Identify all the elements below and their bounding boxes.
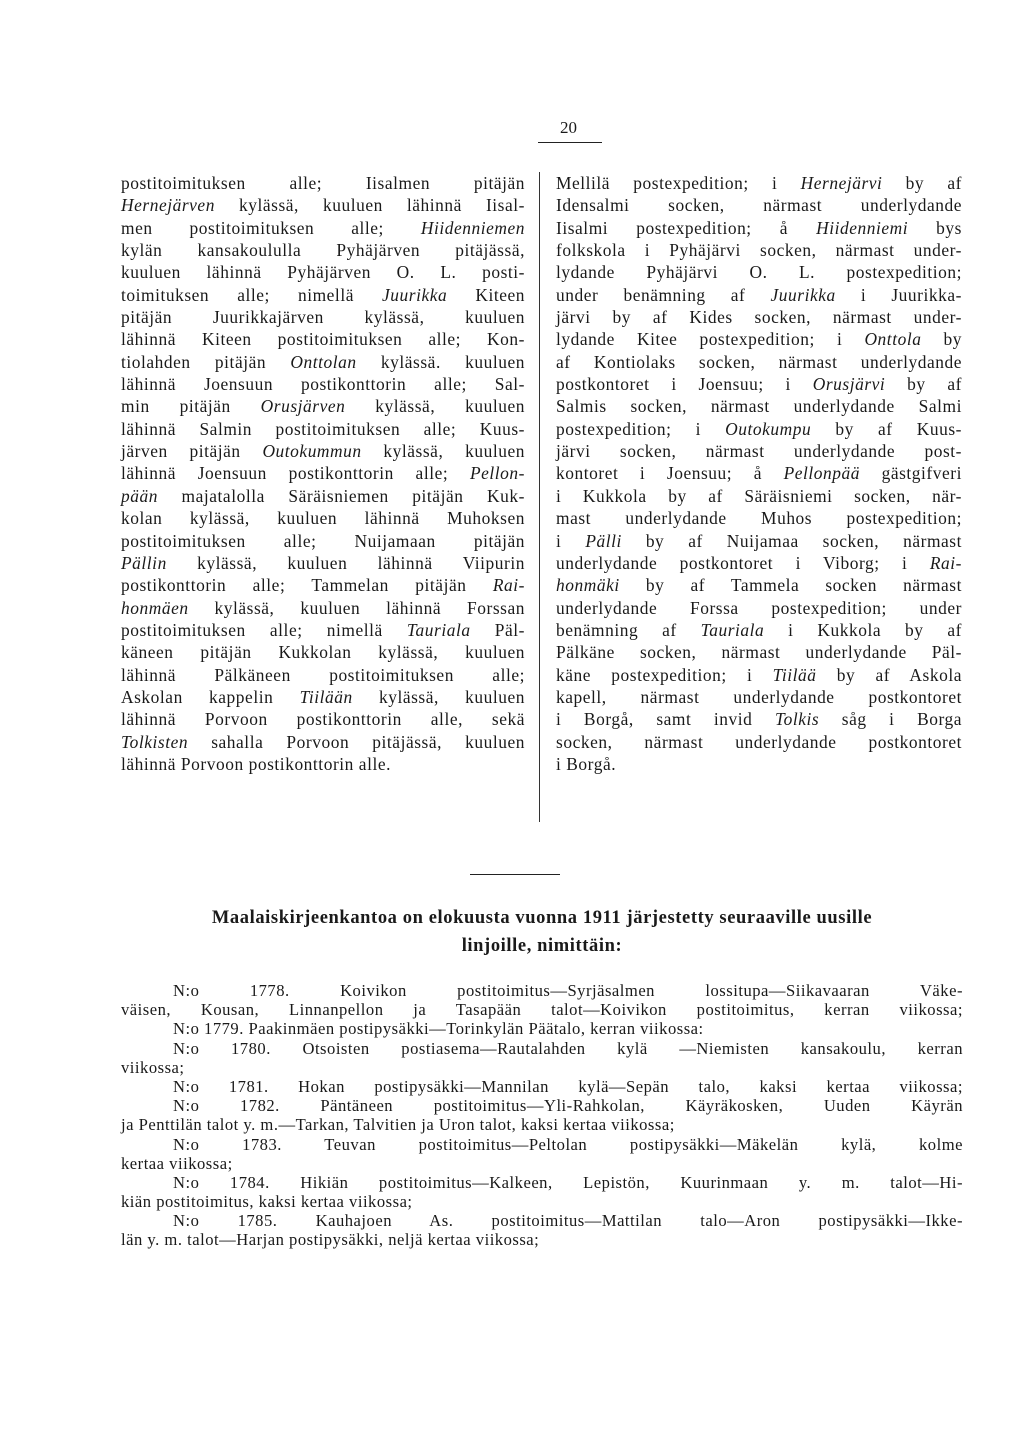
text-run: pitäjän Juurikkajärven kylässä, kuuluen — [121, 307, 525, 328]
right-column-line — [556, 306, 962, 328]
place-name: Tiilään — [299, 686, 353, 707]
text-run: lähinnä Pälkäneen postitoimituksen alle; — [121, 664, 525, 685]
route-line: län y. m. talot—Harjan postipysäkki, neljä kertaa viikossa; — [121, 1230, 540, 1250]
page-number-rule — [538, 142, 602, 143]
right-column-line — [556, 530, 962, 552]
right-column-line — [556, 261, 962, 283]
text-run: tiolahden pitäjän — [121, 351, 291, 372]
text-run: kylässä, kuuluen — [345, 396, 525, 417]
route-line: N:o 1780. Otsoisten postiasema—Rautalahden kylä —Niemisten kansakoulu, kerran — [173, 1038, 963, 1058]
right-column-line — [556, 686, 962, 708]
text-run: Salmis socken, närmast underlydande Salmi — [556, 396, 962, 417]
text-run: mast underlydande Muhos postexpedition; — [556, 508, 962, 529]
right-column-line — [556, 507, 962, 529]
left-column-line — [121, 597, 525, 619]
route-line: N:o 1783. Teuvan postitoimitus—Peltolan postipysäkki—Mäkelän kylä, kolme — [173, 1134, 963, 1154]
route-line: N:o 1781. Hokan postipysäkki—Mannilan kylä—Sepän talo, kaksi kertaa viikossa; — [173, 1076, 963, 1096]
text-run: majatalolla Säräisniemen pitäjän Kuk- — [157, 485, 525, 506]
text-run: kylässä, kuuluen — [361, 441, 525, 462]
text-run: postitoimituksen alle; nimellä — [121, 619, 407, 640]
heading-line-2: linjoille, nimittäin: — [461, 936, 623, 956]
right-column-line — [556, 552, 962, 574]
text-run: by af — [882, 173, 962, 193]
text-run: by — [921, 329, 963, 350]
text-run: toimituksen alle; nimellä — [121, 284, 383, 305]
right-column-line — [556, 440, 962, 462]
text-run: lähinnä Porvoon postikonttorin alle. — [121, 753, 392, 774]
text-run: postexpedition; i — [556, 418, 726, 439]
left-column-line — [121, 664, 525, 686]
right-column-line — [556, 574, 962, 596]
left-column — [121, 172, 525, 775]
left-column-line — [121, 373, 525, 395]
left-column-line — [121, 574, 525, 596]
left-column-line — [121, 194, 525, 216]
right-column-line — [556, 217, 962, 239]
text-run: kylässä, kuuluen — [352, 686, 525, 707]
route-list — [121, 981, 963, 1250]
left-column-line — [121, 284, 525, 306]
right-column-line — [556, 485, 962, 507]
text-run: socken, närmast underlydande postkontoret — [556, 731, 962, 752]
text-run: Askolan kappelin — [121, 686, 300, 707]
route-line: ja Penttilän talot y. m.—Tarkan, Talvitien ja Uron talot, kaksi kertaa viikossa; — [121, 1115, 675, 1135]
text-run: såg i Borga — [819, 709, 963, 730]
place-name: Pellon- — [469, 463, 525, 484]
place-name: Rai- — [492, 575, 525, 596]
text-run: kylässä, kuuluen lähinnä Forssan — [188, 597, 525, 618]
place-name: Juurikka — [382, 284, 448, 305]
text-run: lähinnä Porvoon postikonttorin alle, sekä — [121, 709, 525, 730]
text-run: men postitoimituksen alle; — [121, 217, 421, 238]
place-name: Onttolan — [290, 351, 357, 372]
right-column-line — [556, 172, 962, 194]
place-name: Hernejärvi — [800, 173, 883, 193]
text-run: benämning af — [556, 619, 701, 640]
right-column-line — [556, 418, 962, 440]
left-column-line — [121, 686, 525, 708]
place-name: Outokumpu — [725, 418, 812, 439]
text-run: postkontoret i Joensuu; i — [556, 374, 813, 395]
right-column-line — [556, 708, 962, 730]
right-column-line — [556, 753, 962, 775]
left-column-line — [121, 462, 525, 484]
text-run: i — [556, 530, 586, 551]
right-column-line — [556, 462, 962, 484]
right-column-line — [556, 641, 962, 663]
left-column-line — [121, 217, 525, 239]
right-column-line — [556, 619, 962, 641]
place-name: Orusjärvi — [812, 374, 886, 395]
section-heading — [121, 904, 963, 960]
right-column-line — [556, 731, 962, 753]
place-name: Juurikka — [770, 284, 836, 305]
left-column-line — [121, 507, 525, 529]
route-line: N:o 1785. Kauhajoen As. postitoimitus—Mattilan talo—Aron postipysäkki—Ikke- — [173, 1211, 963, 1231]
right-column-line — [556, 239, 962, 261]
right-column-line — [556, 664, 962, 686]
place-name: Hiidenniemi — [816, 217, 909, 238]
route-line: N:o 1784. Hikiän postitoimitus—Kalkeen, Lepistön, Kuurinmaan y. m. talot—Hi- — [173, 1172, 963, 1192]
text-run: i Juurikka- — [835, 284, 962, 305]
right-column-line — [556, 395, 962, 417]
heading-line-1: Maalaiskirjeenkantoa on elokuusta vuonna 1911 järjestetty seuraaville uusille — [211, 908, 873, 928]
right-column-line — [556, 373, 962, 395]
text-run: bys — [908, 217, 962, 238]
place-name: Rai- — [929, 552, 962, 573]
text-run: lydande Pyhäjärvi O. L. postexpedition; — [556, 262, 962, 283]
left-column-line — [121, 395, 525, 417]
text-run: lähinnä Kiteen postitoimituksen alle; Kon- — [121, 329, 525, 350]
text-run: kapell, närmast underlydande postkontoret — [556, 686, 962, 707]
text-run: postitoimituksen alle; Iisalmen pitäjän — [121, 173, 525, 193]
left-column-line — [121, 418, 525, 440]
left-column-line — [121, 261, 525, 283]
text-run: Kiteen — [447, 284, 525, 305]
text-run: by af Tammela socken närmast — [619, 575, 962, 596]
text-run: järvi by af Kides socken, närmast under- — [556, 307, 962, 328]
text-run: underlydande Forssa postexpedition; under — [556, 597, 962, 618]
text-run: postikonttorin alle; Tammelan pitäjän — [121, 575, 493, 596]
text-run: kolan kylässä, kuuluen lähinnä Muhoksen — [121, 508, 525, 529]
text-run: järven pitäjän — [121, 441, 263, 462]
place-name: Tauriala — [700, 619, 765, 640]
place-name: pään — [121, 485, 158, 506]
section-rule — [470, 874, 560, 875]
left-column-line — [121, 239, 525, 261]
column-divider — [539, 172, 540, 822]
route-line: N:o 1782. Päntäneen postitoimitus—Yli-Rahkolan, Käyräkosken, Uuden Käyrän — [173, 1096, 963, 1116]
place-name: Tauriala — [406, 619, 471, 640]
right-column-line — [556, 194, 962, 216]
place-name: Pellonpää — [783, 463, 860, 484]
text-run: af Kontiolaks socken, närmast underlydande — [556, 351, 962, 372]
place-name: Tolkis — [774, 709, 820, 730]
text-run: Iisalmi postexpedition; å — [556, 217, 817, 238]
text-run: kylässä, kuuluen lähinnä Iisal- — [214, 195, 525, 216]
text-run: Päl- — [470, 619, 525, 640]
right-column-line — [556, 328, 962, 350]
text-run: by af Kuus- — [811, 418, 962, 439]
text-run: gästgifveri — [860, 463, 962, 484]
place-name: Outokummun — [262, 441, 362, 462]
place-name: Hernejärven — [121, 195, 215, 216]
text-run: folkskola i Pyhäjärvi socken, närmast under- — [556, 240, 962, 261]
text-run: under benämning af — [556, 284, 771, 305]
text-run: lähinnä Joensuun postikonttorin alle; Sal- — [121, 374, 525, 395]
left-column-line — [121, 552, 525, 574]
route-line: kiän postitoimitus, kaksi kertaa viikossa; — [121, 1192, 413, 1212]
text-run: kylässä. kuuluen — [356, 351, 525, 372]
text-run: käneen pitäjän Kukkolan kylässä, kuuluen — [121, 642, 525, 663]
left-column-line — [121, 172, 525, 194]
text-run: kylässä, kuuluen lähinnä Viipurin — [166, 552, 525, 573]
text-run: postitoimituksen alle; Nuijamaan pitäjän — [121, 530, 525, 551]
text-run: lähinnä Joensuun postikonttorin alle; — [121, 463, 470, 484]
left-column-line — [121, 306, 525, 328]
text-run: i Borgå. — [556, 753, 617, 774]
left-column-line — [121, 351, 525, 373]
text-run: kylän kansakoululla Pyhäjärven pitäjässä, — [121, 240, 525, 261]
text-run: kontoret i Joensuu; å — [556, 463, 784, 484]
left-column-line — [121, 708, 525, 730]
text-run: i Kukkola by af Säräisniemi socken, när- — [556, 485, 962, 506]
text-run: kuuluen lähinnä Pyhäjärven O. L. posti- — [121, 262, 525, 283]
place-name: Tolkisten — [121, 731, 189, 752]
page-number: 20 — [560, 118, 577, 137]
text-run: Mellilä postexpedition; i — [556, 173, 801, 193]
text-run: i Borgå, samt invid — [556, 709, 775, 730]
text-run: i Kukkola by af — [764, 619, 962, 640]
left-column-line — [121, 530, 525, 552]
place-name: Pälli — [585, 530, 622, 551]
place-name: Hiidenniemen — [420, 217, 525, 238]
route-line: N:o 1778. Koivikon postitoimitus—Syrjäsalmen lossitupa—Siikavaaran Väke- — [173, 981, 963, 1000]
text-run: Pälkäne socken, närmast underlydande Päl- — [556, 642, 962, 663]
text-run: Idensalmi socken, närmast underlydande — [556, 195, 962, 216]
left-column-line — [121, 753, 525, 775]
place-name: honmäki — [556, 575, 620, 596]
route-line: viikossa; — [121, 1057, 185, 1077]
place-name: honmäen — [121, 597, 189, 618]
left-column-line — [121, 485, 525, 507]
text-run: underlydande postkontoret i Viborg; i — [556, 552, 930, 573]
text-run: by af Nuijamaa socken, närmast — [621, 530, 962, 551]
text-run: lähinnä Salmin postitoimituksen alle; Kuus- — [121, 418, 525, 439]
text-run: järvi socken, närmast underlydande post- — [556, 441, 962, 462]
right-column-line — [556, 351, 962, 373]
right-column-line — [556, 597, 962, 619]
place-name: Orusjärven — [260, 396, 346, 417]
route-line: kertaa viikossa; — [121, 1153, 233, 1173]
text-run: sahalla Porvoon pitäjässä, kuuluen — [188, 731, 525, 752]
place-name: Tiilää — [772, 664, 817, 685]
text-run: min pitäjän — [121, 396, 261, 417]
left-column-line — [121, 619, 525, 641]
text-run: by af — [885, 374, 962, 395]
text-run: lydande Kitee postexpedition; i — [556, 329, 865, 350]
route-line: N:o 1779. Paakinmäen postipysäkki—Torinkylän Päätalo, kerran viikossa: — [173, 1019, 704, 1039]
left-column-line — [121, 731, 525, 753]
place-name: Onttola — [864, 329, 922, 350]
left-column-line — [121, 641, 525, 663]
text-run: by af Askola — [816, 664, 962, 685]
place-name: Pällin — [121, 552, 167, 573]
left-column-line — [121, 440, 525, 462]
text-run: käne postexpedition; i — [556, 664, 773, 685]
left-column-line — [121, 328, 525, 350]
route-line: väisen, Kousan, Linnanpellon ja Tasapään talot—Koivikon postitoimitus, kerran viikossa; — [121, 1000, 963, 1020]
right-column-line — [556, 284, 962, 306]
right-column — [556, 172, 962, 775]
